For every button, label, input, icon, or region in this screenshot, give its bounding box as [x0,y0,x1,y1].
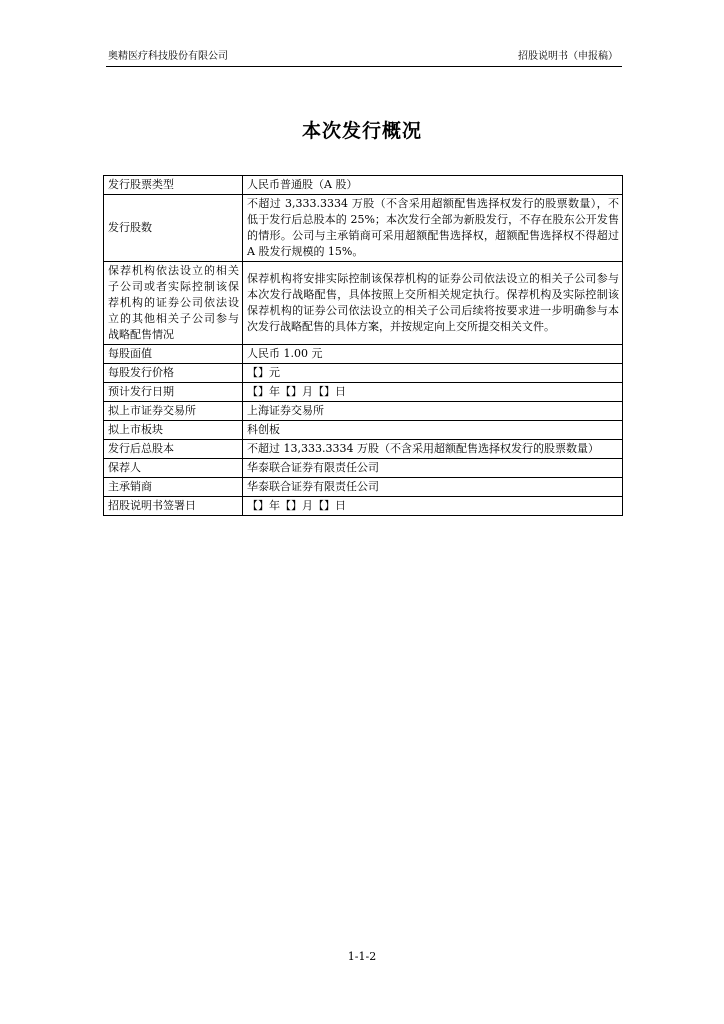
row-label: 每股面值 [104,345,243,364]
table-row [104,421,623,440]
row-value: 人民币 1.00 元 [243,345,623,364]
row-label: 每股发行价格 [104,364,243,383]
row-value: 【】年【】月【】日 [243,497,623,516]
offering-overview-table [103,175,623,516]
table-row [104,364,623,383]
row-value: 不超过 13,333.3334 万股（不含采用超额配售选择权发行的股票数量） [243,440,623,459]
row-label: 保荐人 [104,459,243,478]
page-number: 1-1-2 [347,950,377,963]
table-row [104,345,623,364]
row-value: 华泰联合证券有限责任公司 [243,478,623,497]
row-label: 拟上市证券交易所 [104,402,243,421]
row-label: 保荐机构依法设立的相关子公司或者实际控制该保荐机构的证券公司依法设立的其他相关子公司参与战略配售情况 [104,262,243,345]
row-value: 【】年【】月【】日 [243,383,623,402]
row-label: 招股说明书签署日 [104,497,243,516]
row-value: 人民币普通股（A 股） [243,176,623,195]
row-value: 【】元 [243,364,623,383]
row-label: 发行股票类型 [104,176,243,195]
row-value: 保荐机构将安排实际控制该保荐机构的证券公司依法设立的相关子公司参与本次发行战略配售，具体按照上交所相关规定执行。保荐机构及实际控制该保荐机构的证券公司依法设立的相关子公司后续将按要求进一步明确参与本次发行战略配售的具体方案，并按规定向上交所提交相关文件。 [243,262,623,345]
row-value: 上海证券交易所 [243,402,623,421]
row-label: 预计发行日期 [104,383,243,402]
row-label: 主承销商 [104,478,243,497]
table-row [104,497,623,516]
row-value: 科创板 [243,421,623,440]
table-row [104,402,623,421]
row-label: 发行后总股本 [104,440,243,459]
table-row [104,383,623,402]
table-row [104,176,623,195]
page-header [106,48,622,67]
page-title: 本次发行概况 [301,120,422,142]
row-label: 拟上市板块 [104,421,243,440]
header-document-type: 招股说明书（申报稿） [518,51,618,62]
table-row [104,440,623,459]
header-company-name: 奥精医疗科技股份有限公司 [108,51,228,62]
table-row [104,478,623,497]
row-value: 不超过 3,333.3334 万股（不含采用超额配售选择权发行的股票数量），不低于发行后总股本的 25%；本次发行全部为新股发行，不存在股东公开发售的情形。公司与主承销商可采用超额配售选择权，超额配售选择权不得超过 A 股发行规模的 15%。 [243,195,623,262]
table-row [104,459,623,478]
row-value: 华泰联合证券有限责任公司 [243,459,623,478]
table-row [104,262,623,345]
table-row [104,195,623,262]
row-label: 发行股数 [104,195,243,262]
